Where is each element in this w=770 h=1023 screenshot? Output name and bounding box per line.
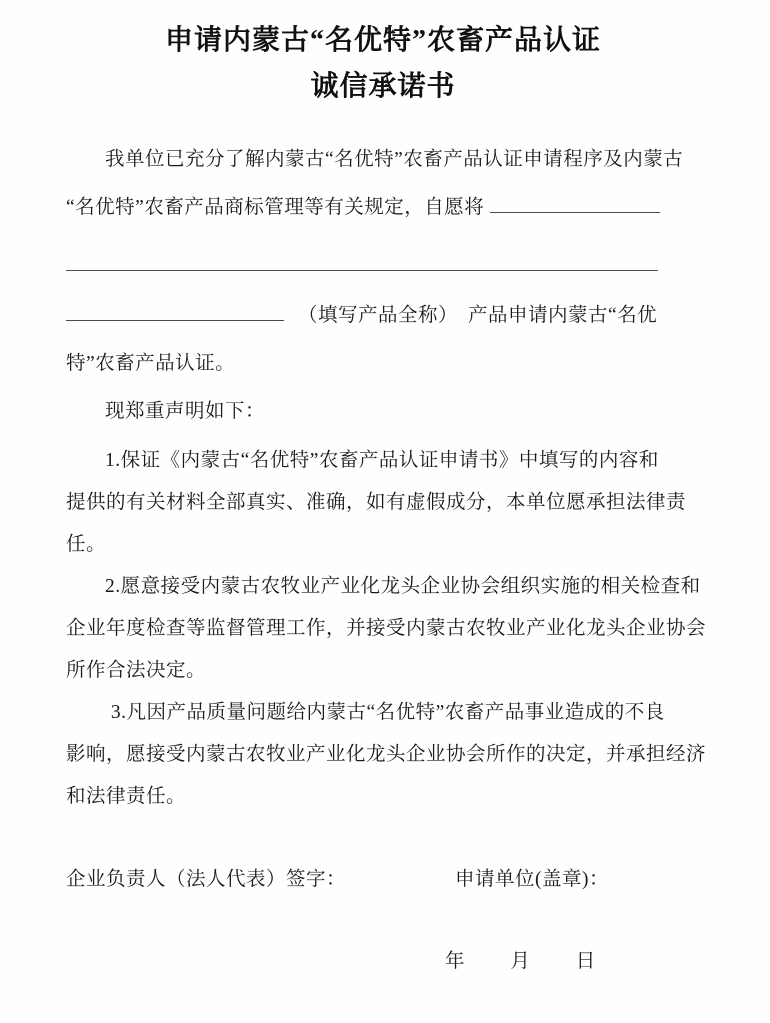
item-1-line-3: 任。 <box>66 534 107 555</box>
legal-representative-signature-label: 企业负责人（法人代表）签字： <box>66 869 347 890</box>
intro-line-2-text: “名优特”农畜产品商标管理等有关规定，自愿将 <box>66 197 485 218</box>
intro-line-1: 我单位已充分了解内蒙古“名优特”农畜产品认证申请程序及内蒙古 <box>105 149 684 170</box>
item-3-line-3: 和法律责任。 <box>66 786 187 807</box>
title-line-1: 申请内蒙古“名优特”农畜产品认证 <box>164 25 601 56</box>
fill-note: （填写产品全称） <box>298 305 459 326</box>
product-name-blank-3[interactable] <box>66 301 284 322</box>
item-2-line-3: 所作合法决定。 <box>66 660 207 681</box>
item-3-line-2: 影响，愿接受内蒙古农牧业产业化龙头企业协会所作的决定，并承担经济 <box>66 744 707 765</box>
intro-line-4 <box>66 292 700 340</box>
day-label: 日 <box>575 951 596 972</box>
declaration-heading: 现郑重声明如下： <box>105 401 266 422</box>
item-1-line-2: 提供的有关材料全部真实、准确，如有虚假成分，本单位愿承担法律责 <box>66 492 687 513</box>
signature-row <box>66 865 700 895</box>
title-line-2: 诚信承诺书 <box>310 71 456 102</box>
intro-line-5: 特”农畜产品认证。 <box>66 353 236 374</box>
applicant-unit-seal-label: 申请单位(盖章)： <box>455 869 609 890</box>
intro-line-4-text: 产品申请内蒙古“名优 <box>468 305 658 326</box>
product-name-blank-1[interactable] <box>490 193 660 214</box>
month-label: 月 <box>510 951 530 972</box>
document-title <box>66 18 700 110</box>
item-3-line-1: 3.凡因产品质量问题给内蒙古“名优特”农畜产品事业造成的不良 <box>110 702 665 723</box>
blank-row <box>66 232 700 270</box>
declaration-item-2 <box>66 566 707 692</box>
intro-line-2 <box>66 184 700 232</box>
date-row <box>66 947 700 977</box>
item-2-line-1: 2.愿意接受内蒙古农牧业产业化龙头企业协会组织实施的相关检查和 <box>105 576 701 597</box>
intro-paragraph <box>66 136 700 388</box>
item-2-line-2: 企业年度检查等监督管理工作，并接受内蒙古农牧业产业化龙头企业协会 <box>66 618 707 639</box>
declaration-item-1 <box>66 440 700 566</box>
product-name-blank-2[interactable] <box>66 232 658 271</box>
year-label: 年 <box>445 951 465 972</box>
item-1-line-1: 1.保证《内蒙古“名优特”农畜产品认证申请书》中填写的内容和 <box>105 450 659 471</box>
declaration-item-3 <box>66 692 707 818</box>
